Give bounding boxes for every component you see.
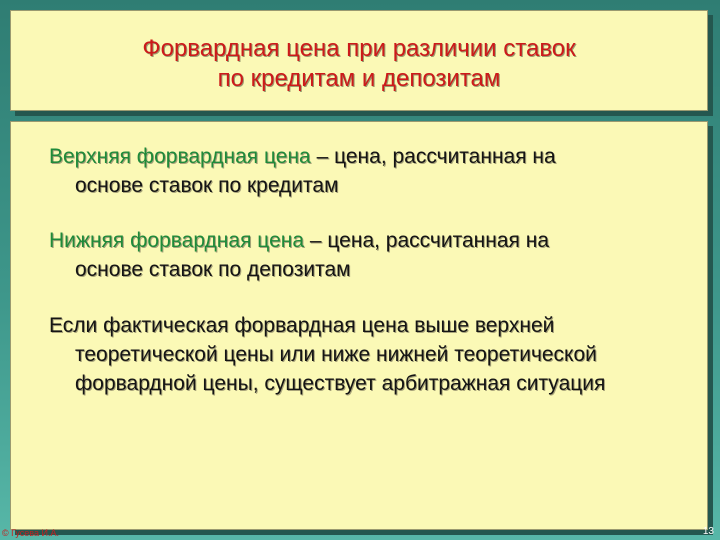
arbitrage-line-1: Если фактическая форвардная цена выше верхней (49, 314, 555, 337)
definition-line-1: – цена, рассчитанная на (304, 229, 550, 252)
page-number: 13 (702, 526, 714, 537)
title-line-2: по кредитам и депозитам (217, 65, 501, 92)
paragraph-arbitrage (49, 311, 699, 398)
arbitrage-line-3: форвардной цены, существует арбитражная ситуация (75, 372, 606, 395)
slide-title (11, 34, 707, 94)
paragraph-upper-forward-price (49, 142, 699, 200)
term-upper-forward-price: Верхняя форвардная цена (49, 145, 311, 168)
paragraph-lower-forward-price (49, 226, 699, 284)
definition-line-1: – цена, рассчитанная на (310, 145, 556, 168)
title-line-1: Форвардная цена при различии ставок (142, 35, 576, 62)
title-panel (10, 10, 708, 111)
copyright-footer: © Гусева И.А. (2, 528, 59, 538)
definition-line-2: основе ставок по кредитам (75, 174, 339, 197)
definition-line-2: основе ставок по депозитам (75, 258, 351, 281)
arbitrage-line-2: теоретической цены или ниже нижней теоретической (75, 343, 597, 366)
content-panel (10, 121, 708, 530)
term-lower-forward-price: Нижняя форвардная цена (49, 229, 305, 252)
